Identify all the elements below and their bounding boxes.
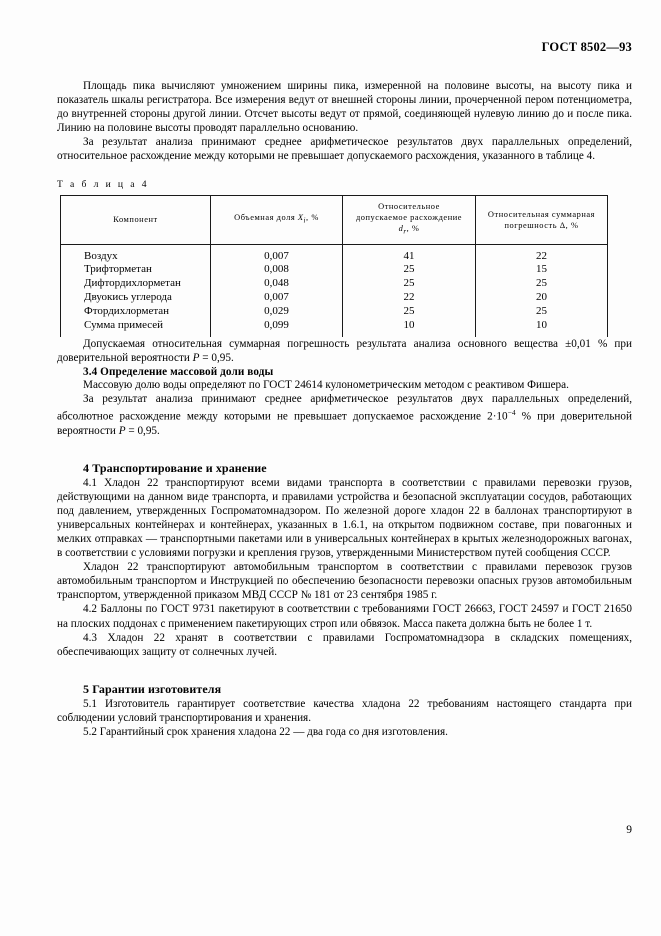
table-row <box>61 319 608 338</box>
section-heading-5: 5 Гарантии изготовителя <box>83 681 222 696</box>
header-relative-divergence-line1: Относительное <box>378 202 440 212</box>
header-total-error-line2: погрешность Δ, % <box>504 220 579 230</box>
header-relative-divergence <box>343 195 476 244</box>
paragraph-5-2: 5.2 Гарантийный срок хранения хладона 22 — два года со дня изготовления. <box>83 726 448 739</box>
cell-volume-fraction: 0,008 <box>211 263 343 277</box>
table-row <box>61 305 608 319</box>
cell-component: Дифтордихлорметан <box>61 277 211 291</box>
header-relative-divergence-subscript: r <box>403 227 407 236</box>
header-total-error-line1: Относительная суммарная <box>487 209 596 219</box>
allowed-error-suffix: = 0,95. <box>199 352 234 365</box>
page-content <box>57 40 632 739</box>
allowed-error-prefix: Допускаемая относительная суммарная погрешность результата анализа основного вещества ±0,01 % при доверительной вероятности <box>57 338 632 365</box>
analysis-result-2-exponent: −4 <box>507 407 516 417</box>
cell-relative-divergence: 25 <box>343 305 476 319</box>
cell-total-error: 25 <box>476 305 608 319</box>
cell-total-error: 25 <box>476 277 608 291</box>
cell-total-error: 22 <box>476 244 608 263</box>
cell-component: Трифторметан <box>61 263 211 277</box>
cell-volume-fraction: 0,099 <box>211 319 343 338</box>
cell-component: Двуокись углерода <box>61 291 211 305</box>
allowed-error-symbol: P <box>192 352 200 365</box>
paragraph-4-1-road: Хладон 22 транспортируют автомобильным транспортом в соответствии с правилами перевозок грузов автомобильным транспортом и Инструкцией по обеспечению безопасности перевозки опасных грузов автомобильным транспортом, утвержденной приказом МВД СССР № 181 от 23 сентября 1985 г. <box>57 561 632 602</box>
subsection-heading-3-4: 3.4 Определение массовой доли воды <box>83 365 274 378</box>
header-volume-fraction-symbol: X <box>297 213 304 223</box>
header-volume-fraction-pre: Объемная доля <box>234 213 298 223</box>
paragraph-analysis-result-1: За результат анализа принимают среднее арифметическое результатов двух параллельных определений, относительное расхождение между которыми не превышает допускаемого расхождения, указанного в таблице 4. <box>57 136 632 163</box>
cell-volume-fraction: 0,007 <box>211 291 343 305</box>
table-row <box>61 263 608 277</box>
table-head <box>61 195 608 244</box>
paragraph-5-1: 5.1 Изготовитель гарантирует соответствие качества хладона 22 требованиям настоящего стандарта при соблюдении условий транспортирования и хранения. <box>57 697 632 724</box>
table-row <box>61 244 608 263</box>
paragraph-4-3: 4.3 Хладон 22 хранят в соответствии с правилами Госпроматомнадзора в складских помещениях, обеспечивающих защиту от солнечных лучей. <box>57 631 632 658</box>
cell-total-error: 15 <box>476 263 608 277</box>
table-body <box>61 244 608 337</box>
impurities-table <box>60 195 608 338</box>
analysis-result-2-mid: % при доверительной вероятности <box>57 410 632 437</box>
table-caption: Т а б л и ц а 4 <box>57 178 149 190</box>
cell-component: Фтордихлорметан <box>61 305 211 319</box>
standard-header: ГОСТ 8502—93 <box>541 40 632 54</box>
header-component: Компонент <box>61 195 211 244</box>
analysis-result-2-symbol: P <box>118 424 126 437</box>
paragraph-allowed-error <box>57 337 632 365</box>
paragraph-peak-area: Площадь пика вычисляют умножением ширины пика, измеренной на половине высоты, на высоту пика и показатель шкалы регистратора. Все измерения ведут от внешней стороны линии, прочерченной пером потенциометра, до внутренней стороны другой линии. Отсчет высоты ведут от прямой, соединяющей нулевую линию до и после пика. Линию на половине высоты проводят параллельно основанию. <box>57 80 632 135</box>
cell-relative-divergence: 10 <box>343 319 476 338</box>
header-relative-divergence-symbol: d <box>398 224 404 234</box>
cell-relative-divergence: 41 <box>343 244 476 263</box>
cell-volume-fraction: 0,048 <box>211 277 343 291</box>
paragraph-water-method: Массовую долю воды определяют по ГОСТ 24614 кулонометрическим методом с реактивом Фишера. <box>83 378 569 391</box>
header-volume-fraction-unit: , % <box>306 213 319 223</box>
table-row <box>61 277 608 291</box>
paragraph-4-1: 4.1 Хладон 22 транспортируют всеми видами транспорта в соответствии с правилами перевозки грузов, действующими на данном виде транспорта, и правилами устройства и безопасной эксплуатации сосудов, работающих под давлением, утвержденных Госпроматомнадзором. По железной дороге хладон 22 в баллонах транспортируют в универсальных контейнерах и контейнерах, указанных в 1.6.1, на открытом подвижном составе, при повагонных и мелких отправках — транспортными пакетами или в универсальных контейнерах в крытых железнодорожных вагонах, в соответствии с условиями погрузки и крепления грузов, утвержденными Министерством путей сообщения СССР. <box>57 476 632 560</box>
cell-component: Воздух <box>61 244 211 263</box>
cell-relative-divergence: 22 <box>343 291 476 305</box>
cell-volume-fraction: 0,029 <box>211 305 343 319</box>
page-number: 9 <box>626 824 632 836</box>
header-volume-fraction <box>211 195 343 244</box>
paragraph-4-2: 4.2 Баллоны по ГОСТ 9731 пакетируют в соответствии с требованиями ГОСТ 26663, ГОСТ 24597 и ГОСТ 21650 на плоских поддонах с применением пакетирующих строп или обвязок. Масса пакета должна быть не более 1 т. <box>57 603 632 630</box>
section-heading-4: 4 Транспортирование и хранение <box>83 460 267 475</box>
table-header-row <box>61 195 608 244</box>
analysis-result-2-prefix: За результат анализа принимают среднее арифметическое результатов двух параллельных определений, абсолютное расхождение между которыми не превышает допускаемое расхождение 2·10 <box>57 392 632 423</box>
cell-volume-fraction: 0,007 <box>211 244 343 263</box>
cell-relative-divergence: 25 <box>343 277 476 291</box>
cell-total-error: 10 <box>476 319 608 338</box>
header-volume-fraction-subscript: i <box>303 216 307 225</box>
table-row <box>61 291 608 305</box>
paragraph-analysis-result-2 <box>57 392 632 438</box>
header-total-error <box>476 195 608 244</box>
cell-total-error: 20 <box>476 291 608 305</box>
header-relative-divergence-line2: допускаемое расхождение <box>355 213 463 223</box>
cell-relative-divergence: 25 <box>343 263 476 277</box>
header-relative-divergence-unit: , % <box>406 224 420 234</box>
cell-component: Сумма примесей <box>61 319 211 338</box>
analysis-result-2-suffix: = 0,95. <box>125 424 160 437</box>
